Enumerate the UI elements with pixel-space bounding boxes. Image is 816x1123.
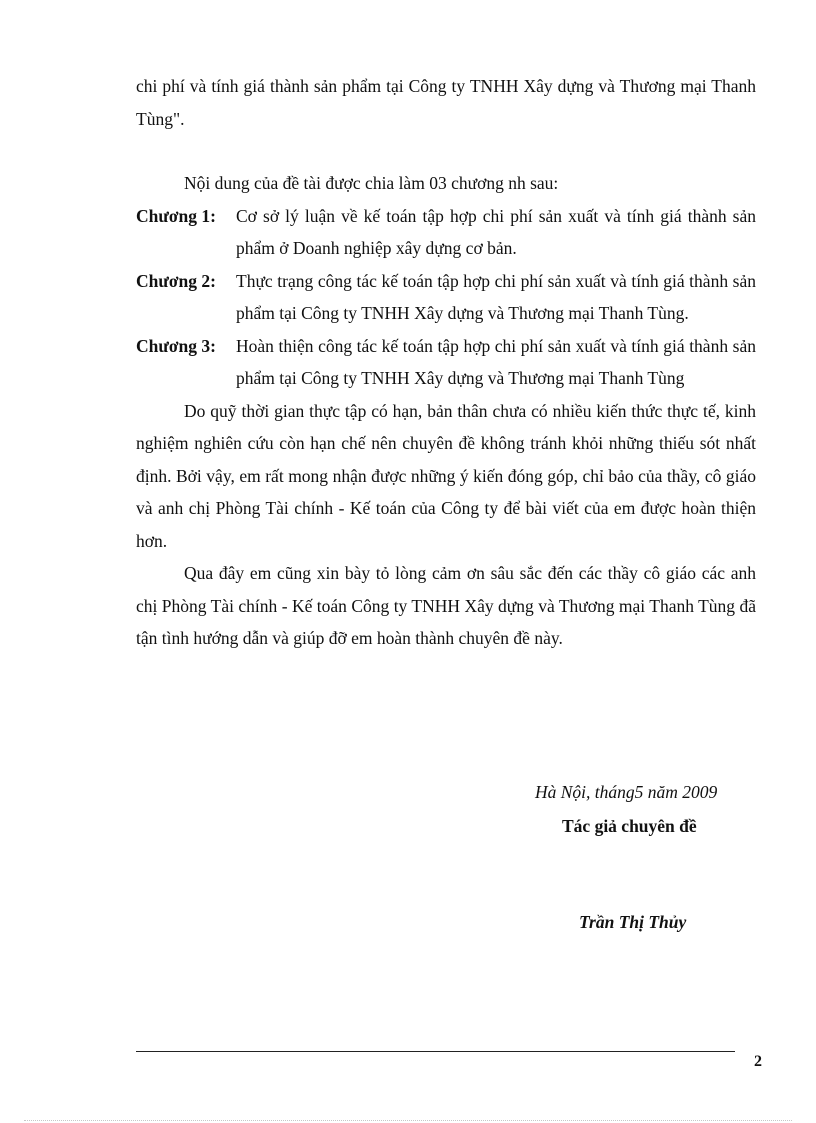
chapter-1-label: Chương 1: xyxy=(136,205,216,226)
chapter-2 xyxy=(136,265,756,330)
intro-continuation: chi phí và tính giá thành sản phẩm tại Công ty TNHH Xây dựng và Thương mại Thanh Tùng". xyxy=(136,76,756,129)
footer-divider xyxy=(136,1051,735,1052)
chapter-3 xyxy=(136,330,756,395)
author-name: Trần Thị Thủy xyxy=(579,912,687,932)
chapter-2-label: Chương 2: xyxy=(136,270,216,291)
paragraph-gap xyxy=(136,135,756,167)
limitation-paragraph: Do quỹ thời gian thực tập có hạn, bản thân chưa có nhiều kiến thức thực tế, kinh nghiệm nghiên cứu còn hạn chế nên chuyên đề không tránh khỏi những thiếu sót nhất định. Bởi vậy, em rất mong nhận được những ý kiến đóng góp, chỉ bảo của thầy, cô giáo và anh chị Phòng Tài chính - Kế toán của Công ty để bài viết của em được hoàn thiện hơn. xyxy=(136,400,756,551)
chapter-3-text: Hoàn thiện công tác kế toán tập hợp chi phí sản xuất và tính giá thành sản phẩm tại Công ty TNHH Xây dựng và Thương mại Thanh Tùng xyxy=(236,335,756,388)
document-body xyxy=(136,70,756,655)
chapter-2-text: Thực trạng công tác kế toán tập hợp chi phí sản xuất và tính giá thành sản phẩm tại Công ty TNHH Xây dựng và Thương mại Thanh Tùng. xyxy=(236,270,756,323)
page-number: 2 xyxy=(754,1053,762,1070)
chapter-1-text: Cơ sở lý luận về kế toán tập hợp chi phí sản xuất và tính giá thành sản phẩm ở Doanh nghiệp xây dựng cơ bản. xyxy=(236,205,756,258)
chapter-1 xyxy=(136,200,756,265)
page-edge-dotted-line xyxy=(24,1120,792,1121)
place-date: Hà Nội, tháng5 năm 2009 xyxy=(535,782,718,802)
author-title: Tác giả chuyên đề xyxy=(562,816,697,836)
content-intro: Nội dung của đề tài được chia làm 03 chương nh sau: xyxy=(184,173,559,193)
chapter-3-label: Chương 3: xyxy=(136,335,216,356)
thanks-paragraph: Qua đây em cũng xin bày tỏ lòng cảm ơn sâu sắc đến các thầy cô giáo các anh chị Phòng Tài chính - Kế toán Công ty TNHH Xây dựng và Thương mại Thanh Tùng đã tận tình hướng dẫn và giúp đỡ em hoàn thành chuyên đề này. xyxy=(136,563,756,648)
